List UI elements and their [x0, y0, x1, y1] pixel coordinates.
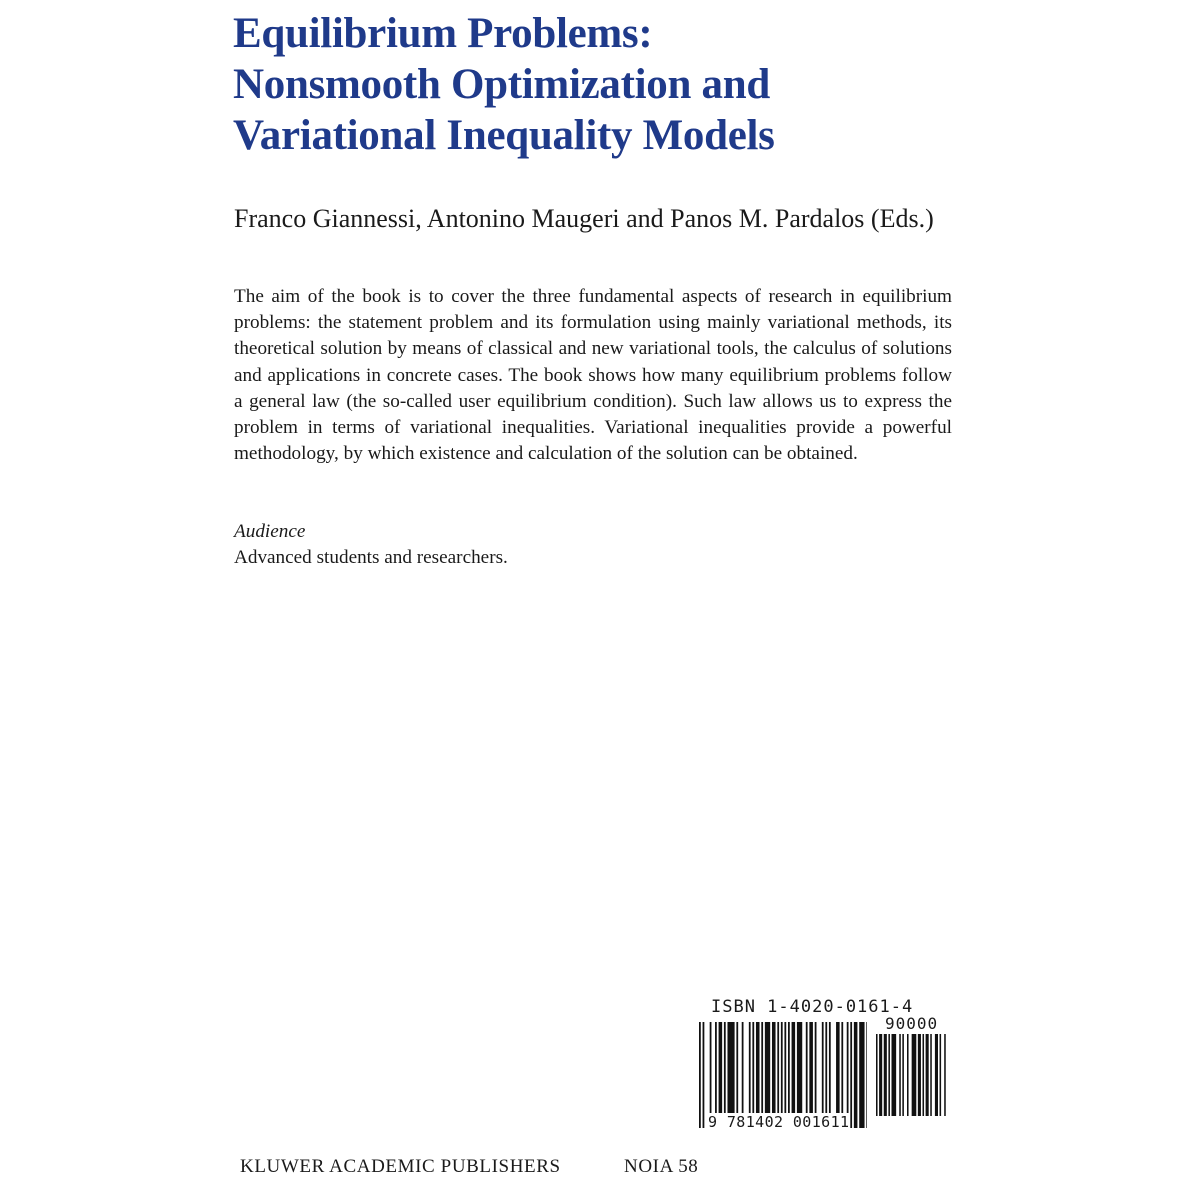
- barcode-bar: [940, 1034, 942, 1116]
- barcode-addon-digits: 90000: [885, 1014, 939, 1033]
- title-line-2: Nonsmooth Optimization and: [233, 61, 770, 108]
- barcode-bar: [892, 1034, 897, 1116]
- barcode-bar: [859, 1022, 864, 1128]
- barcode-bar: [699, 1022, 701, 1128]
- barcode-bar: [879, 1034, 882, 1116]
- book-title: [233, 8, 993, 161]
- barcode-bar: [918, 1034, 921, 1116]
- barcode-bar: [888, 1034, 890, 1116]
- barcode-bar: [899, 1034, 901, 1116]
- barcode-bar: [866, 1022, 867, 1128]
- title-line-3: Variational Inequality Models: [233, 112, 775, 159]
- barcode-bar: [935, 1034, 938, 1116]
- audience-heading: Audience: [234, 521, 306, 542]
- barcode-bar: [907, 1034, 909, 1116]
- barcode-bar: [876, 1034, 878, 1116]
- series-number: NOIA 58: [624, 1156, 699, 1177]
- barcode-bar: [923, 1034, 925, 1116]
- price-addon-barcode: [876, 1034, 952, 1116]
- barcode-bar: [884, 1034, 887, 1116]
- editors-line: Franco Giannessi, Antonino Maugeri and Panos M. Pardalos (Eds.): [234, 204, 934, 233]
- title-line-1: Equilibrium Problems:: [233, 10, 653, 57]
- isbn-label: ISBN 1-4020-0161-4: [711, 997, 914, 1017]
- barcode-bar: [703, 1022, 705, 1128]
- publisher-name: KLUWER ACADEMIC PUBLISHERS: [240, 1156, 561, 1177]
- book-abstract: The aim of the book is to cover the three fundamental aspects of research in equilibrium problems: the statement problem and its formulation using mainly variational methods, its theoretical solution by means of classical and new variational tools, the calculus of solutions and applications in concrete cases. The book shows how many equilibrium problems follow a general law (the so-called user equilibrium condition). Such law allows us to express the problem in terms of variational inequalities. Variational inequalities provide a powerful methodology, by which existence and calculation of the solution can be obtained.: [234, 286, 952, 465]
- barcode-bar: [902, 1034, 904, 1116]
- barcode-bar: [850, 1022, 852, 1128]
- audience-text: Advanced students and researchers.: [234, 547, 508, 568]
- barcode-bar: [854, 1022, 858, 1128]
- barcode-bar: [944, 1034, 946, 1116]
- barcode-bar: [930, 1034, 932, 1116]
- barcode-bar: [912, 1034, 917, 1116]
- ean-digits: 9 781402 001611: [708, 1113, 850, 1131]
- barcode-bar: [926, 1034, 929, 1116]
